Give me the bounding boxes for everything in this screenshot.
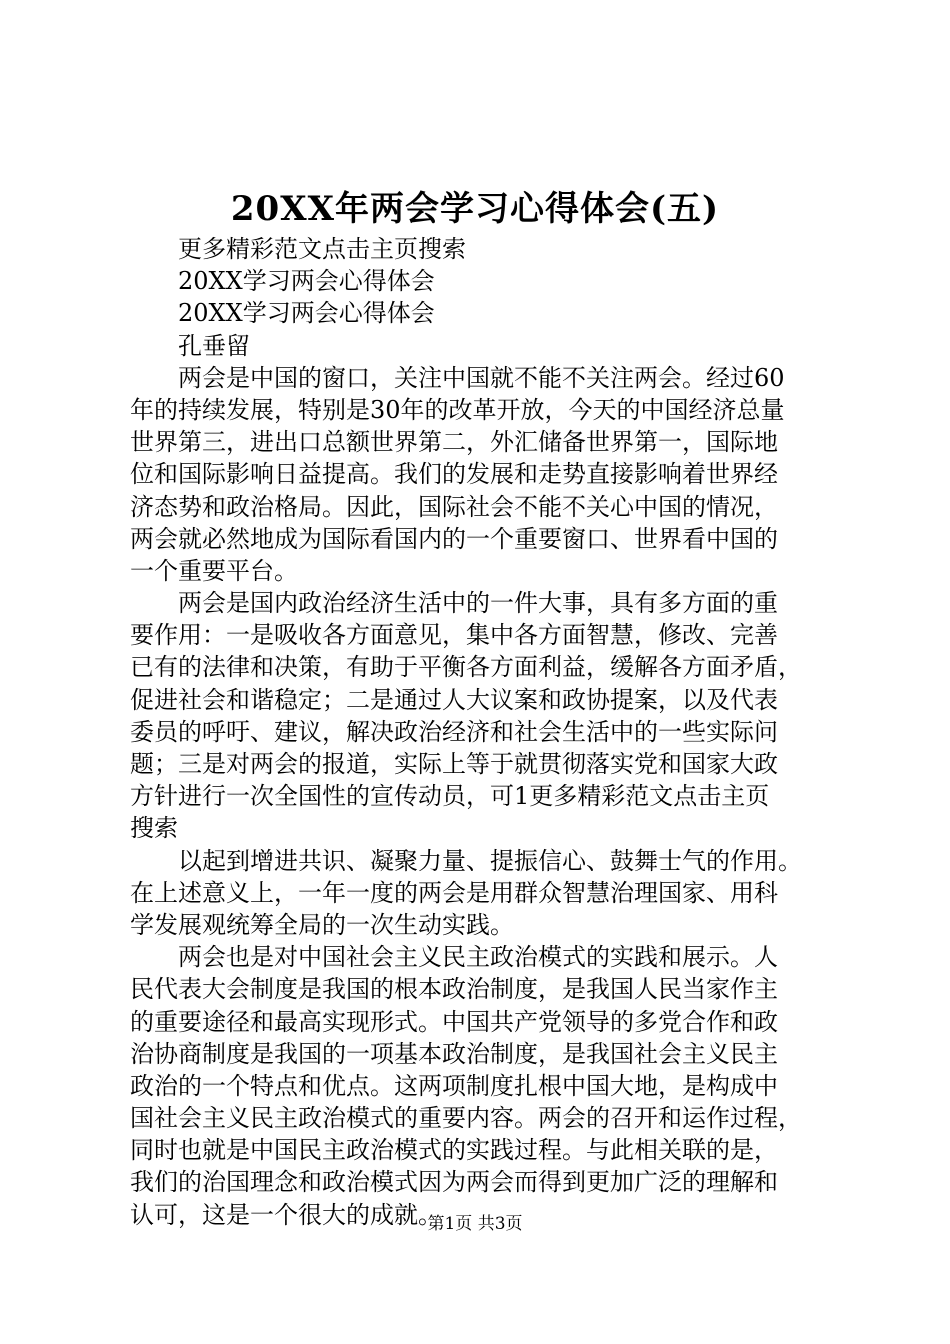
text-line: 搜索	[130, 814, 178, 843]
text-line: 的重要途径和最高实现形式。中国共产党领导的多党合作和政	[130, 1007, 778, 1036]
text-line: 两会就必然地成为国际看国内的一个重要窗口、世界看中国的	[130, 524, 778, 553]
text-line: 国社会主义民主政治模式的重要内容。两会的召开和运作过程，	[130, 1104, 802, 1133]
page-footer: 第1页 共3页	[427, 1214, 523, 1234]
author-line: 孔垂留	[178, 331, 250, 360]
text-line: 在上述意义上，一年一度的两会是用群众智慧治理国家、用科	[130, 878, 778, 907]
text-line: 20XX学习两会心得体会	[178, 299, 435, 328]
text-line: 同时也就是中国民主政治模式的实践过程。与此相关联的是，	[130, 1136, 778, 1165]
text-line: 委员的呼吁、建议，解决政治经济和社会生活中的一些实际问	[130, 717, 778, 746]
text-line: 两会也是对中国社会主义民主政治模式的实践和展示。人	[178, 943, 778, 972]
text-line: 要作用：一是吸收各方面意见，集中各方面智慧，修改、完善	[130, 621, 778, 650]
text-line: 一个重要平台。	[130, 556, 298, 585]
text-line: 两会是国内政治经济生活中的一件大事，具有多方面的重	[178, 589, 778, 618]
text-line: 题；三是对两会的报道，实际上等于就贯彻落实党和国家大政	[130, 750, 778, 778]
text-line: 两会是中国的窗口，关注中国就不能不关注两会。经过60	[178, 363, 785, 392]
text-line: 我们的治国理念和政治模式因为两会而得到更加广泛的理解和	[130, 1168, 778, 1197]
text-line: 治协商制度是我国的一项基本政治制度，是我国社会主义民主	[130, 1039, 778, 1068]
document-title: 20XX年两会学习心得体会(五)	[230, 189, 720, 229]
text-line: 学发展观统筹全局的一次生动实践。	[130, 910, 514, 939]
text-line: 促进社会和谐稳定；二是通过人大议案和政协提案，以及代表	[130, 685, 778, 714]
text-line: 认可，这是一个很大的成就。	[130, 1200, 442, 1229]
text-line: 方针进行一次全国性的宣传动员，可1更多精彩范文点击主页	[130, 782, 770, 811]
document-body	[130, 233, 830, 1231]
text-line: 以起到增进共识、凝聚力量、提振信心、鼓舞士气的作用。	[178, 846, 802, 875]
text-line: 世界第三，进出口总额世界第二，外汇储备世界第一，国际地	[130, 428, 778, 457]
text-line: 位和国际影响日益提高。我们的发展和走势直接影响着世界经	[130, 460, 778, 489]
text-line: 济态势和政治格局。因此，国际社会不能不关心中国的情况，	[130, 492, 778, 521]
text-line: 年的持续发展，特别是30年的改革开放，今天的中国经济总量	[130, 395, 785, 424]
text-line: 20XX学习两会心得体会	[178, 267, 435, 296]
text-line: 政治的一个特点和优点。这两项制度扎根中国大地，是构成中	[130, 1071, 778, 1100]
text-line: 已有的法律和决策，有助于平衡各方面利益，缓解各方面矛盾，	[130, 653, 802, 682]
text-line: 民代表大会制度是我国的根本政治制度，是我国人民当家作主	[130, 975, 778, 1004]
text-line: 更多精彩范文点击主页搜索	[178, 235, 466, 263]
